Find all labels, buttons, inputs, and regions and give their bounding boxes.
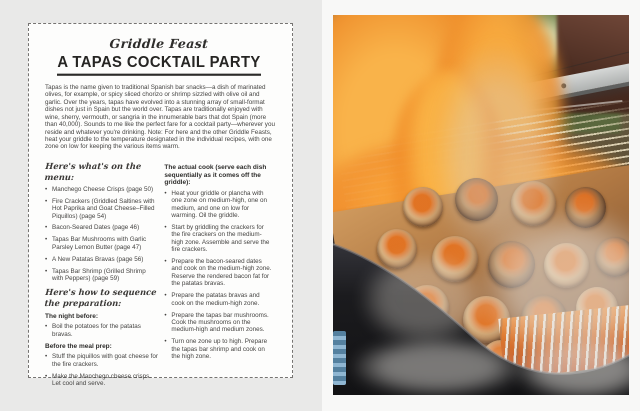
list-item — [164, 292, 273, 307]
list-item — [45, 186, 158, 193]
list-item — [164, 258, 273, 288]
bullet-icon: • — [164, 311, 167, 319]
bullet-icon: • — [45, 372, 48, 380]
list-item-text: Turn one zone up to high. Prepare the tapas bar shrimp and cook on the high zone. — [171, 338, 268, 361]
left-column — [45, 159, 158, 392]
list-item-text: Manchego Cheese Crisps (page 50) — [52, 185, 154, 193]
bullet-icon: • — [164, 292, 167, 300]
list-item — [45, 373, 158, 388]
list-item-text: Stuff the piquillos with goat cheese for the fire crackers. — [52, 353, 158, 368]
list-item — [164, 224, 273, 254]
list-item-text: Tapas Bar Mushrooms with Garlic Parsley Lemon Butter (page 47) — [52, 236, 147, 251]
list-item-text: Tapas Bar Shrimp (Grilled Shrimp with Peppers) (page 59) — [52, 267, 146, 283]
bullet-icon: • — [45, 197, 48, 205]
list-item-text: Start by griddling the crackers for the fire crackers on the medium-high zone. Assemble and serve the fire crackers. — [171, 223, 270, 254]
night-before-heading: The night before: — [45, 313, 99, 321]
list-item-text: Make the Manchego cheese crisps. Let cool and serve. — [52, 372, 152, 388]
recipe-card — [28, 23, 293, 388]
bullet-icon: • — [45, 255, 48, 263]
actual-cook-heading: The actual cook (serve each dish sequentially as it comes off the griddle): — [164, 163, 267, 187]
list-item-text: Prepare the patatas bravas and cook on the medium-high zone. — [171, 292, 260, 307]
menu-heading: Here's what's on the menu: — [44, 160, 142, 182]
bullet-icon: • — [45, 267, 48, 275]
list-item — [45, 323, 158, 338]
bullet-icon: • — [45, 185, 48, 193]
kicker-script-heading: Griddle Feast — [109, 36, 209, 51]
list-item-text: Heat your griddle or plancha with one zone on medium-high, one on medium, and one on low for warming. Oil the griddle. — [171, 189, 267, 219]
title-wrap — [45, 54, 273, 75]
two-column-layout — [45, 159, 273, 392]
list-item — [45, 236, 158, 251]
list-item-text: Prepare the tapas bar mushrooms. Cook the mushrooms on the medium-high and medium zones. — [171, 311, 269, 334]
grill-photo — [333, 15, 629, 395]
smoke — [361, 253, 486, 345]
night-before-list — [45, 323, 158, 338]
list-item — [45, 268, 158, 283]
list-item — [45, 198, 158, 220]
bullet-icon: • — [164, 189, 167, 197]
list-item — [45, 256, 158, 263]
list-item-text: Fire Crackers (Griddled Saltines with Hot Paprika and Goat Cheese–Filled Piquillos) (page 54) — [52, 197, 155, 220]
list-item-text: Prepare the bacon-seared dates and cook on the medium-high zone. Reserve the rendered bacon fat for the patatas bravas. — [171, 258, 272, 288]
before-meal-heading: Before the meal prep: — [45, 343, 112, 351]
bullet-icon: • — [45, 323, 48, 331]
bullet-icon: • — [164, 223, 167, 231]
list-item-text: Boil the potatoes for the patatas bravas. — [52, 323, 141, 338]
before-meal-list — [45, 353, 158, 387]
list-item — [164, 190, 273, 220]
bullet-icon: • — [164, 258, 167, 266]
bullet-icon: • — [45, 236, 48, 244]
list-item — [164, 312, 273, 334]
menu-list — [45, 186, 158, 283]
blue-striped-object — [333, 331, 346, 385]
list-item-text: Bacon-Seared Dates (page 46) — [52, 224, 140, 232]
bullet-icon: • — [45, 224, 48, 232]
intro-paragraph: Tapas is the name given to traditional Spanish bar snacks—a dish of marinated olives, for example, or spicy sliced chorizo or shrimp sizzled with olive oil and garlic. Over the years, tapas have evolved into a stunning array of small-format dishes not just in Spain but the world over. Tapas are traditionally enjoyed with wine, sherry, vermouth, or sangria in the innumerable bars that dot Spain (more than 40,000). Sounds to me like the perfect fare for a cocktail party—wherever you reside and whatever you're drinking. Note: For here and the other Griddle Feasts, heat your griddle to the temperature designated in the individual recipes, with one zone on low for keeping the various items warm. — [45, 84, 275, 151]
sequence-heading: Here's how to sequence the preparation: — [44, 287, 157, 308]
list-item — [45, 353, 158, 368]
list-item — [164, 338, 273, 360]
bullet-icon: • — [45, 353, 48, 361]
right-page — [322, 0, 640, 411]
bullet-icon: • — [164, 338, 167, 346]
smoke — [353, 338, 523, 395]
list-item — [45, 224, 158, 231]
page-title: A TAPAS COCKTAIL PARTY — [57, 54, 260, 76]
actual-cook-list — [164, 190, 273, 361]
list-item-text: A New Patatas Bravas (page 56) — [52, 255, 144, 263]
right-column — [164, 159, 273, 392]
